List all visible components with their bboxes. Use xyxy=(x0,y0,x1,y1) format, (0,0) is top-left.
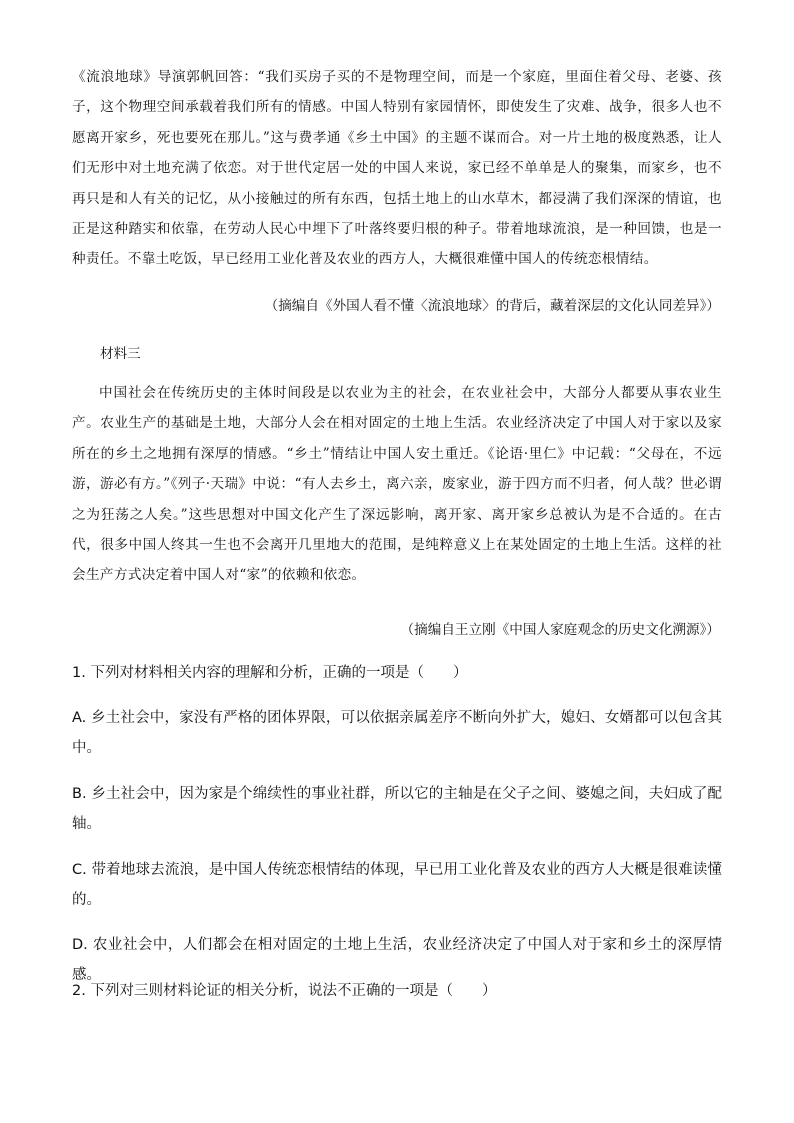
material3-source: （摘编自王立刚《中国人家庭观念的历史文化溯源》） xyxy=(400,622,720,638)
material2-paragraph: 《流浪地球》导演郭帆回答：“我们买房子买的不是物理空间，而是一个家庭，里面住着父母、老婆、孩子，这个物理空间承载着我们所有的情感。中国人特别有家园情怀，即使发生了灾难、战争，很多人也不愿离开家乡，死也要死在那儿。”这与费孝通《乡土中国》的主题不谋而合。对一片土地的极度熟悉，让人们无形中对土地充满了依恋。对于世代定居一处的中国人来说，家已经不单单是人的聚集，而家乡，也不再只是和人有关的记忆，从小接触过的所有东西，包括土地上的山水草木，都浸满了我们深深的情谊，也正是这种踏实和依靠，在劳动人民心中埋下了叶落终要归根的种子。带着地球流浪，是一种回馈，也是一种责任。不靠土吃饭，早已经用工业化普及农业的西方人，大概很难懂中国人的传统恋根情结。 xyxy=(72,69,722,268)
question-1-option-c: C. 带着地球去流浪，是中国人传统恋根情结的体现，早已用工业化普及农业的西方人大概是很难读懂的。 xyxy=(72,862,722,908)
question-1-option-d: D. 农业社会中，人们都会在相对固定的土地上生活，农业经济决定了中国人对于家和乡土的深厚情感。 xyxy=(72,937,722,983)
question-1-option-b: B. 乡土社会中，因为家是个绵续性的事业社群，所以它的主轴是在父子之间、婆媳之间，夫妇成了配轴。 xyxy=(72,786,722,832)
material3-paragraph: 中国社会在传统历史的主体时间段是以农业为主的社会，在农业社会中，大部分人都要从事农业生产。农业生产的基础是土地，大部分人会在相对固定的土地上生活。农业经济决定了中国人对于家以及家所在的乡土之地拥有深厚的情感。“乡土”情结让中国人安土重迁。《论语·里仁》中记载：“父母在，不远游，游必有方。”《列子·天瑞》中说：“有人去乡土，离六亲，废家业，游于四方而不归者，何人哉？世必谓之为狂荡之人矣。”这些思想对中国文化产生了深远影响，离开家、离开家乡总被认为是不合适的。在古代，很多中国人终其一生也不会离开几里地大的范围，是纯粹意义上在某处固定的土地上生活。这样的社会生产方式决定着中国人对“家”的依赖和依恋。 xyxy=(72,385,722,584)
material2-source: （摘编自《外国人看不懂〈流浪地球〉的背后，藏着深层的文化认同差异》） xyxy=(264,298,720,314)
question-2: 2. 下列对三则材料论证的相关分析，说法不正确的一项是（ ） xyxy=(72,983,497,999)
question-1: 1. 下列对材料相关内容的理解和分析，正确的一项是（ ） xyxy=(72,665,468,681)
question-1-option-a: A. 乡土社会中，家没有严格的团体界限，可以依据亲属差序不断向外扩大，媳妇、女婿都可以包含其中。 xyxy=(72,710,722,756)
material3-heading: 材料三 xyxy=(100,346,141,362)
